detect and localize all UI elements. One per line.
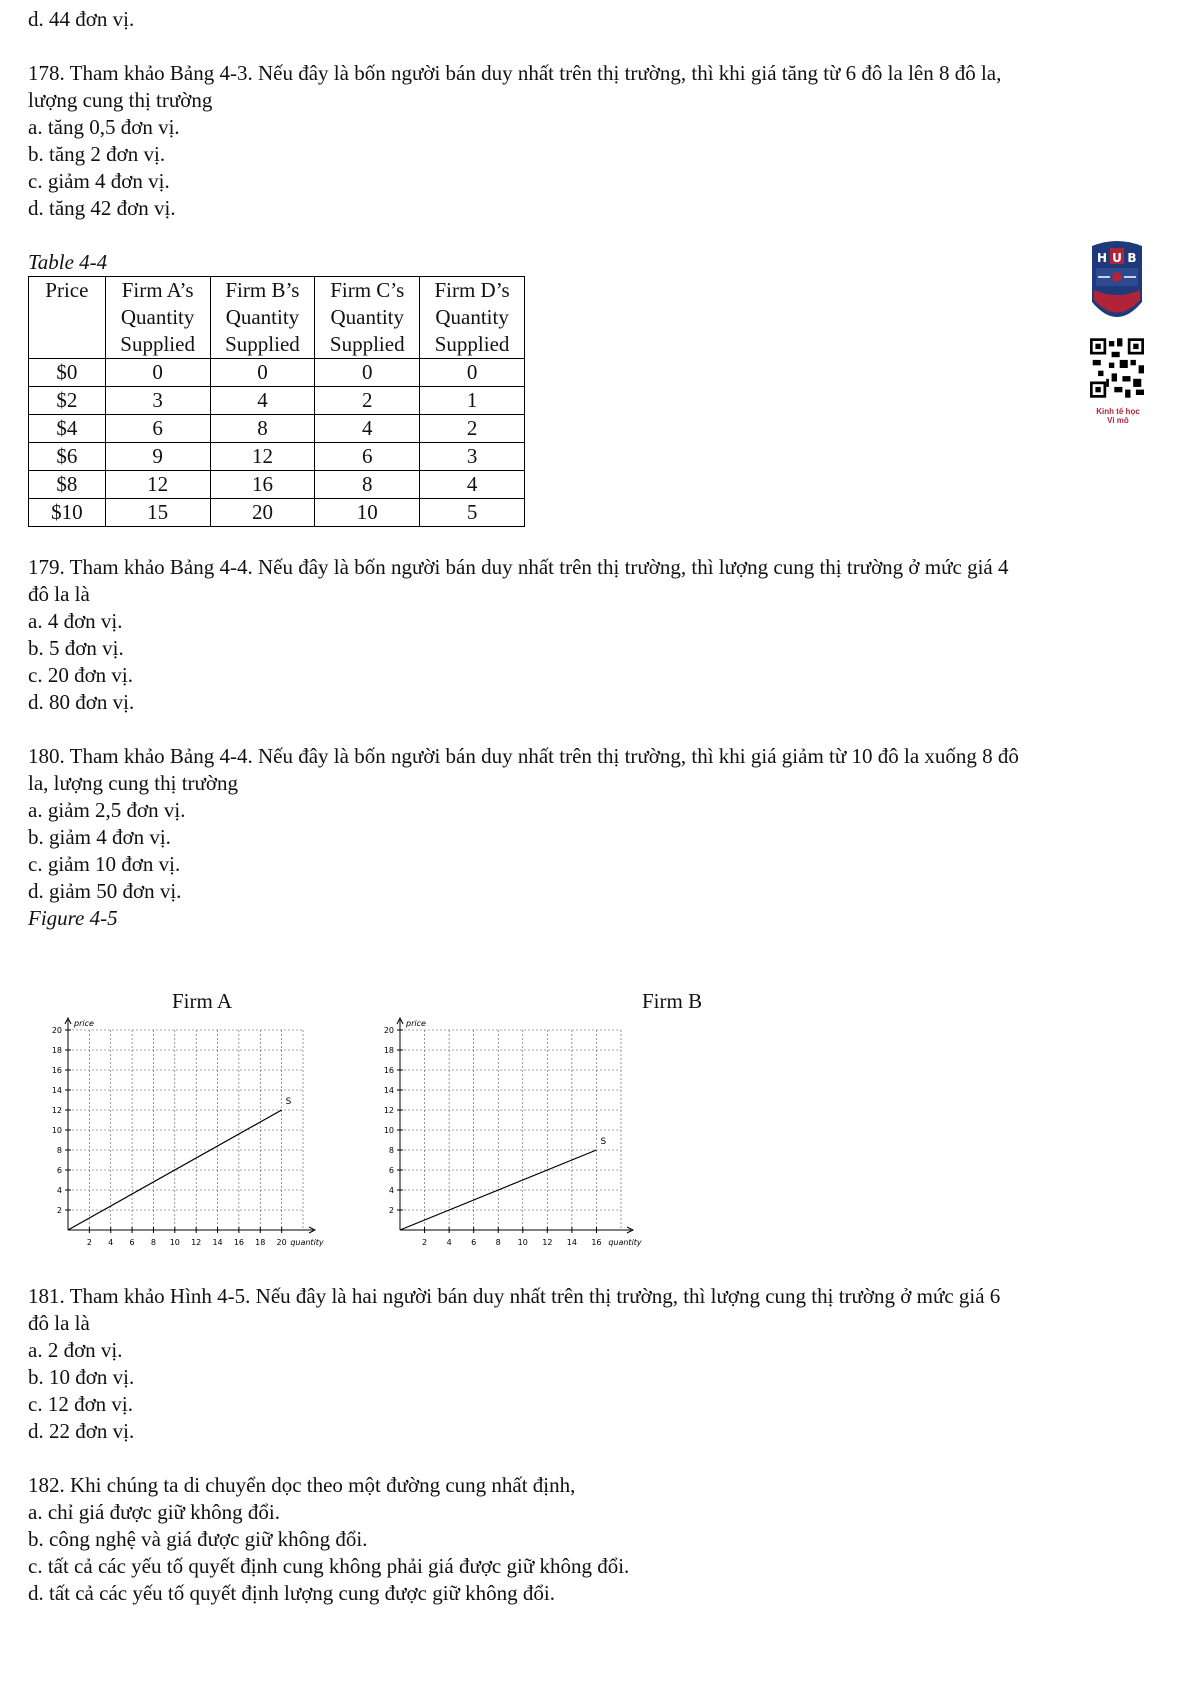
x-tick-label: 6 [129,1238,135,1247]
option-c: c. tất cả các yếu tố quyết định cung không phải giá được giữ không đổi. [28,1554,630,1578]
supply-curve-label: S [600,1137,607,1147]
question-text-cont: lượng cung thị trường [28,88,213,112]
y-tick-label: 20 [383,1026,394,1035]
cell-firm-d: 5 [420,499,525,527]
chart-firm-b [372,1014,657,1259]
cell-price: $6 [29,443,106,471]
x-tick-label: 16 [591,1238,602,1247]
cell-firm-c: 6 [315,443,420,471]
y-tick-label: 12 [51,1106,62,1115]
y-tick-label: 6 [56,1166,62,1175]
question-text-cont: đô la là [28,1311,90,1335]
x-tick-label: 14 [566,1238,577,1247]
table-row [29,387,525,415]
option-b: b. tăng 2 đơn vị. [28,142,166,166]
option-d: d. tăng 42 đơn vị. [28,196,176,220]
cell-firm-b: 4 [210,387,315,415]
logo-caption [1068,407,1168,425]
table-4-4 [28,249,1168,527]
x-tick-label: 12 [542,1238,553,1247]
x-tick-label: 14 [212,1238,223,1247]
cell-price: $10 [29,499,106,527]
option-b: b. công nghệ và giá được giữ không đổi. [28,1527,368,1551]
option-b: b. 5 đơn vị. [28,636,124,660]
cell-firm-b: 20 [210,499,315,527]
header-price: Price [29,277,106,359]
option-c: c. giảm 4 đơn vị. [28,169,170,193]
question-178 [28,60,1168,222]
option-d: d. 22 đơn vị. [28,1419,135,1443]
x-tick-label: 10 [517,1238,528,1247]
cell-firm-d: 1 [420,387,525,415]
cell-price: $8 [29,471,106,499]
logo-letter-u: U [1112,251,1122,265]
header-firm-c: Firm C’s Quantity Supplied [315,277,420,359]
document-page-lower [28,1283,1168,1607]
y-tick-label: 20 [51,1026,62,1035]
y-tick-label: 14 [383,1086,394,1095]
x-tick-label: 8 [495,1238,501,1247]
option-a: a. tăng 0,5 đơn vị. [28,115,180,139]
hub-logo-icon [1090,240,1144,330]
cell-firm-b: 16 [210,471,315,499]
option-a: a. 4 đơn vị. [28,609,123,633]
cell-price: $2 [29,387,106,415]
cell-firm-c: 4 [315,415,420,443]
logo-letter-h: H [1096,251,1108,265]
cell-firm-c: 0 [315,359,420,387]
logo-letter-b: B [1127,251,1137,265]
option-b: b. giảm 4 đơn vị. [28,825,171,849]
question-text-cont: la, lượng cung thị trường [28,771,239,795]
question-text: 178. Tham khảo Bảng 4-3. Nếu đây là bốn người bán duy nhất trên thị trường, thì khi giá tăng từ 6 đô la lên 8 đô la, [28,61,1002,85]
cell-firm-d: 3 [420,443,525,471]
question-text-cont: đô la là [28,582,90,606]
x-tick-label: 20 [276,1238,287,1247]
x-tick-label: 2 [422,1238,428,1247]
y-tick-label: 4 [388,1186,394,1195]
x-tick-label: 2 [86,1238,92,1247]
option-a: a. chỉ giá được giữ không đổi. [28,1500,280,1524]
cell-firm-b: 12 [210,443,315,471]
cell-price: $0 [29,359,106,387]
cell-firm-b: 0 [210,359,315,387]
question-181 [28,1283,1168,1445]
cell-firm-b: 8 [210,415,315,443]
y-tick-label: 12 [383,1106,394,1115]
table-row [29,471,525,499]
y-tick-label: 2 [56,1206,62,1215]
question-text: 180. Tham khảo Bảng 4-4. Nếu đây là bốn người bán duy nhất trên thị trường, thì khi giá giảm từ 10 đô la xuống 8 đô [28,744,1019,768]
cell-firm-a: 15 [105,499,210,527]
y-tick-label: 10 [383,1126,394,1135]
option-c: c. 12 đơn vị. [28,1392,134,1416]
x-tick-label: 4 [446,1238,452,1247]
supply-table [28,276,525,527]
y-tick-label: 14 [51,1086,62,1095]
chart-title-firm-a: Firm A [172,989,233,1013]
header-firm-d: Firm D’s Quantity Supplied [420,277,525,359]
cell-firm-a: 6 [105,415,210,443]
x-axis-label: quantity [608,1238,642,1247]
y-axis-label: price [406,1019,426,1028]
chart-firm-a [40,1014,350,1259]
q177-option-d: d. 44 đơn vị. [28,7,135,31]
option-a: a. 2 đơn vị. [28,1338,123,1362]
y-tick-label: 18 [51,1046,62,1055]
header-firm-a: Firm A’s Quantity Supplied [105,277,210,359]
cell-firm-a: 3 [105,387,210,415]
question-text: 179. Tham khảo Bảng 4-4. Nếu đây là bốn người bán duy nhất trên thị trường, thì lượng cung thị trường ở mức giá 4 [28,555,1009,579]
cell-firm-a: 0 [105,359,210,387]
cell-firm-c: 2 [315,387,420,415]
y-tick-label: 4 [56,1186,62,1195]
option-c: c. giảm 10 đơn vị. [28,852,181,876]
cell-firm-c: 8 [315,471,420,499]
cell-firm-d: 4 [420,471,525,499]
y-tick-label: 2 [388,1206,394,1215]
x-tick-label: 4 [108,1238,114,1247]
cell-firm-d: 0 [420,359,525,387]
x-tick-label: 18 [255,1238,266,1247]
question-text: 181. Tham khảo Hình 4-5. Nếu đây là hai người bán duy nhất trên thị trường, thì lượng cung thị trường ở mức giá 6 [28,1284,1001,1308]
question-text: 182. Khi chúng ta di chuyển dọc theo một đường cung nhất định, [28,1473,576,1497]
option-b: b. 10 đơn vị. [28,1365,135,1389]
cell-firm-a: 12 [105,471,210,499]
y-tick-label: 6 [388,1166,394,1175]
document-page [28,6,1168,932]
table-row [29,415,525,443]
x-tick-label: 12 [191,1238,202,1247]
logo-caption-line2: Vi mô [1107,416,1129,425]
x-axis-label: quantity [290,1238,324,1247]
x-tick-label: 10 [169,1238,180,1247]
x-tick-label: 6 [471,1238,477,1247]
logo-caption-line1: Kinh tế học [1096,407,1140,416]
cell-firm-d: 2 [420,415,525,443]
y-tick-label: 8 [388,1146,394,1155]
table-header-row [29,277,525,359]
y-tick-label: 18 [383,1046,394,1055]
header-firm-b: Firm B’s Quantity Supplied [210,277,315,359]
table-row [29,499,525,527]
y-axis-label: price [74,1019,94,1028]
supply-curve-label: S [285,1097,292,1107]
y-tick-label: 16 [51,1066,62,1075]
option-d: d. giảm 50 đơn vị. [28,879,182,903]
x-tick-label: 16 [233,1238,245,1247]
table-row [29,443,525,471]
table-row [29,359,525,387]
option-d: d. tất cả các yếu tố quyết định lượng cung được giữ không đổi. [28,1581,555,1605]
y-tick-label: 10 [51,1126,62,1135]
cell-firm-c: 10 [315,499,420,527]
cell-price: $4 [29,415,106,443]
cell-firm-a: 9 [105,443,210,471]
table-caption: Table 4-4 [28,250,108,274]
qr-code-icon [1090,338,1144,398]
question-182 [28,1472,1168,1607]
x-tick-label: 8 [150,1238,157,1247]
figure-caption: Figure 4-5 [28,906,118,930]
question-179 [28,554,1168,716]
chart-title-firm-b: Firm B [642,989,703,1013]
y-tick-label: 8 [56,1146,62,1155]
y-tick-label: 16 [383,1066,394,1075]
option-d: d. 80 đơn vị. [28,690,135,714]
option-a: a. giảm 2,5 đơn vị. [28,798,186,822]
option-c: c. 20 đơn vị. [28,663,134,687]
question-180 [28,743,1168,905]
